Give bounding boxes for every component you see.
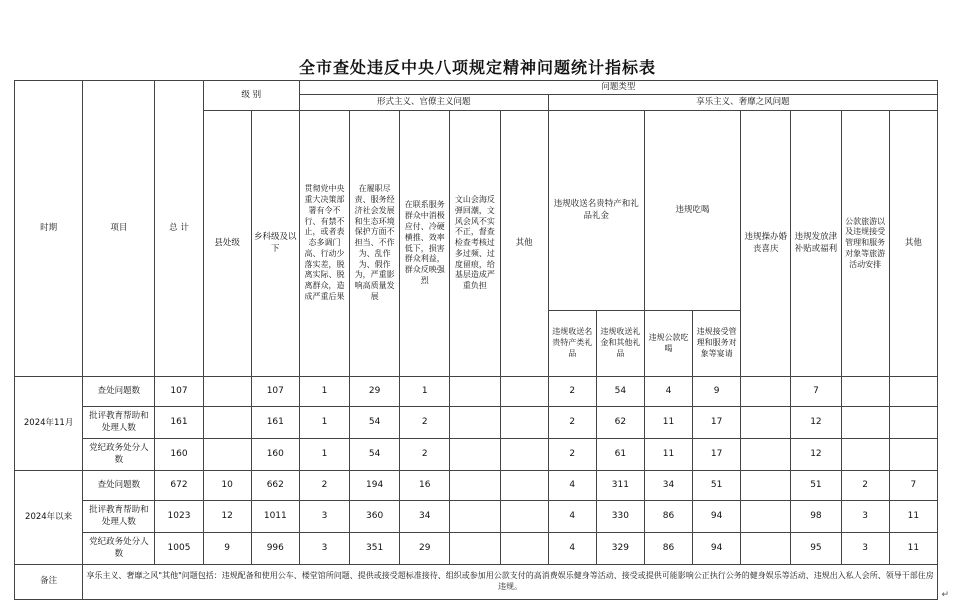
travel-cell: [841, 407, 889, 439]
f2-cell: 29: [350, 377, 400, 407]
table-row: [15, 533, 938, 565]
eat-b-cell: 9: [693, 377, 741, 407]
eat-b-cell: 94: [693, 501, 741, 533]
header-formalism: 形式主义、官僚主义问题: [299, 95, 548, 111]
header-allowance: 违规发放津补贴或福利: [791, 111, 841, 377]
eat-a-cell: 11: [644, 439, 692, 471]
f4-cell: [450, 407, 500, 439]
f3-cell: 1: [400, 377, 450, 407]
eat-b-cell: 17: [693, 439, 741, 471]
eat-a-cell: 34: [644, 471, 692, 501]
allowance-cell: 95: [791, 533, 841, 565]
gift-b-cell: 54: [596, 377, 644, 407]
item-cell: 党纪政务处分人数: [83, 533, 155, 565]
header-hedonism-other: 其他: [889, 111, 937, 377]
eat-a-cell: 86: [644, 501, 692, 533]
wedding-cell: [741, 407, 791, 439]
county-cell: 10: [203, 471, 251, 501]
table-row: [15, 439, 938, 471]
item-cell: 查处问题数: [83, 377, 155, 407]
f2-cell: 360: [350, 501, 400, 533]
f5-cell: [500, 471, 548, 501]
eat-a-cell: 86: [644, 533, 692, 565]
wedding-cell: [741, 471, 791, 501]
travel-cell: 2: [841, 471, 889, 501]
county-cell: [203, 407, 251, 439]
f1-cell: 3: [299, 533, 349, 565]
header-level: 级 别: [203, 81, 299, 111]
travel-cell: [841, 439, 889, 471]
total-cell: 1023: [155, 501, 203, 533]
gift-b-cell: 329: [596, 533, 644, 565]
paragraph-mark: ↵: [941, 590, 949, 600]
allowance-cell: 12: [791, 407, 841, 439]
total-cell: 161: [155, 407, 203, 439]
header-formalism-4: 文山会海反弹回潮，文风会风不实不正，督查检查考核过多过频、过度留痕，给基层造成严重负担: [450, 111, 500, 377]
period-cell: 2024年11月: [15, 377, 83, 471]
page-title: 全市查处违反中央八项规定精神问题统计指标表: [298, 58, 656, 77]
gift-a-cell: 2: [548, 377, 596, 407]
total-cell: 672: [155, 471, 203, 501]
header-gift: 违规收送名贵特产和礼品礼金: [548, 111, 644, 311]
note-text: 享乐主义、奢靡之风"其他"问题包括：违规配备和使用公车、楼堂馆所问题、提供或接受超标准接待、组织或参加用公款支付的高消费娱乐健身等活动、接受或提供可能影响公正执行公务的健身娱乐等活动、违规出入私人会所、领导干部住房违规。: [83, 565, 938, 600]
f5-cell: [500, 533, 548, 565]
wedding-cell: [741, 533, 791, 565]
f2-cell: 194: [350, 471, 400, 501]
f1-cell: 1: [299, 377, 349, 407]
eat-b-cell: 94: [693, 533, 741, 565]
header-hedonism: 享乐主义、奢靡之风问题: [548, 95, 937, 111]
header-township-below: 乡科级及以下: [251, 111, 299, 377]
hedonism-other-cell: [889, 377, 937, 407]
travel-cell: [841, 377, 889, 407]
gift-b-cell: 330: [596, 501, 644, 533]
header-formalism-other: 其他: [500, 111, 548, 377]
header-formalism-3: 在联系服务群众中消极应付、冷硬横推、效率低下，损害群众利益，群众反映强烈: [400, 111, 450, 377]
header-eat: 违规吃喝: [644, 111, 740, 311]
f4-cell: [450, 377, 500, 407]
allowance-cell: 7: [791, 377, 841, 407]
f2-cell: 54: [350, 407, 400, 439]
f2-cell: 54: [350, 439, 400, 471]
statistics-table: [14, 80, 938, 600]
county-cell: [203, 377, 251, 407]
note-label: 备注: [15, 565, 83, 600]
note-row: [15, 565, 938, 600]
table-row: [15, 407, 938, 439]
header-total: 总 计: [155, 81, 203, 377]
township-cell: 662: [251, 471, 299, 501]
f5-cell: [500, 439, 548, 471]
f3-cell: 2: [400, 407, 450, 439]
allowance-cell: 12: [791, 439, 841, 471]
item-cell: 查处问题数: [83, 471, 155, 501]
item-cell: 批评教育帮助和处理人数: [83, 407, 155, 439]
eat-a-cell: 4: [644, 377, 692, 407]
header-item: 项目: [83, 81, 155, 377]
period-cell: 2024年以来: [15, 471, 83, 565]
eat-a-cell: 11: [644, 407, 692, 439]
gift-b-cell: 311: [596, 471, 644, 501]
county-cell: 12: [203, 501, 251, 533]
item-cell: 批评教育帮助和处理人数: [83, 501, 155, 533]
header-eat-a: 违规公款吃喝: [644, 311, 692, 377]
township-cell: 1011: [251, 501, 299, 533]
county-cell: 9: [203, 533, 251, 565]
f3-cell: 16: [400, 471, 450, 501]
header-wedding: 违规操办婚丧喜庆: [741, 111, 791, 377]
f1-cell: 3: [299, 501, 349, 533]
gift-a-cell: 4: [548, 471, 596, 501]
f4-cell: [450, 533, 500, 565]
header-eat-b: 违规接受管理和服务对象等宴请: [693, 311, 741, 377]
total-cell: 1005: [155, 533, 203, 565]
f1-cell: 1: [299, 407, 349, 439]
f1-cell: 2: [299, 471, 349, 501]
header-gift-b: 违规收送礼金和其他礼品: [596, 311, 644, 377]
f3-cell: 34: [400, 501, 450, 533]
item-cell: 党纪政务处分人数: [83, 439, 155, 471]
f1-cell: 1: [299, 439, 349, 471]
hedonism-other-cell: 11: [889, 533, 937, 565]
header-period: 时期: [15, 81, 83, 377]
township-cell: 996: [251, 533, 299, 565]
gift-a-cell: 2: [548, 407, 596, 439]
travel-cell: 3: [841, 501, 889, 533]
hedonism-other-cell: [889, 407, 937, 439]
township-cell: 161: [251, 407, 299, 439]
f3-cell: 29: [400, 533, 450, 565]
township-cell: 160: [251, 439, 299, 471]
header-county-level: 县处级: [203, 111, 251, 377]
f4-cell: [450, 501, 500, 533]
gift-a-cell: 2: [548, 439, 596, 471]
hedonism-other-cell: [889, 439, 937, 471]
header-problem-type: 问题类型: [299, 81, 937, 95]
header-formalism-1: 贯彻党中央重大决策部署有令不行、有禁不止，或者表态多调门高、行动少落实差，脱离实际、脱离群众，造成严重后果: [299, 111, 349, 377]
wedding-cell: [741, 439, 791, 471]
table-row: [15, 471, 938, 501]
header-travel: 公款旅游以及违规接受管理和服务对象等旅游活动安排: [841, 111, 889, 377]
gift-a-cell: 4: [548, 501, 596, 533]
township-cell: 107: [251, 377, 299, 407]
gift-b-cell: 62: [596, 407, 644, 439]
f4-cell: [450, 471, 500, 501]
county-cell: [203, 439, 251, 471]
eat-b-cell: 51: [693, 471, 741, 501]
f5-cell: [500, 407, 548, 439]
eat-b-cell: 17: [693, 407, 741, 439]
header-gift-a: 违规收送名贵特产类礼品: [548, 311, 596, 377]
total-cell: 160: [155, 439, 203, 471]
header-formalism-2: 在履职尽责、服务经济社会发展和生态环境保护方面不担当、不作为、乱作为、假作为，严重影响高质量发展: [350, 111, 400, 377]
hedonism-other-cell: 11: [889, 501, 937, 533]
hedonism-other-cell: 7: [889, 471, 937, 501]
total-cell: 107: [155, 377, 203, 407]
f2-cell: 351: [350, 533, 400, 565]
allowance-cell: 51: [791, 471, 841, 501]
gift-b-cell: 61: [596, 439, 644, 471]
wedding-cell: [741, 377, 791, 407]
f5-cell: [500, 501, 548, 533]
gift-a-cell: 4: [548, 533, 596, 565]
f4-cell: [450, 439, 500, 471]
travel-cell: 3: [841, 533, 889, 565]
f5-cell: [500, 377, 548, 407]
wedding-cell: [741, 501, 791, 533]
table-row: [15, 377, 938, 407]
f3-cell: 2: [400, 439, 450, 471]
allowance-cell: 98: [791, 501, 841, 533]
table-row: [15, 501, 938, 533]
